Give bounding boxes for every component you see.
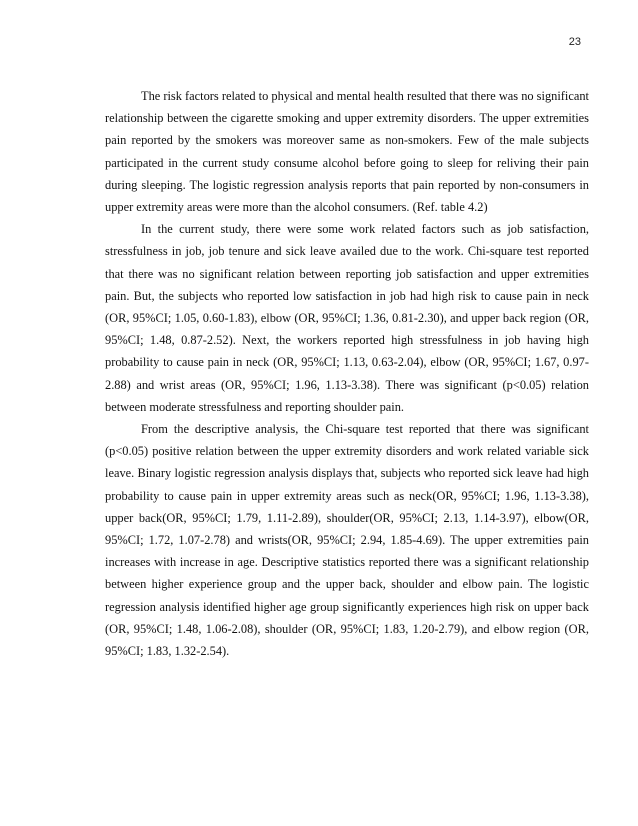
paragraph-smoking-alcohol: The risk factors related to physical and mental health resulted that there was no significant relationship between the cigarette smoking and upper extremity disorders. The upper extremities pain reported by the smokers was moreover same as non-smokers. Few of the male subjects participated in the current study consume alcohol before going to sleep for reliving their pain during sleeping. The logistic regression analysis reports that pain reported by non-consumers in upper extremity areas were more than the alcohol consumers. (Ref. table 4.2) xyxy=(105,89,589,215)
page-number: 23 xyxy=(568,36,581,48)
body-text xyxy=(105,85,589,662)
paragraph-work-factors: In the current study, there were some work related factors such as job satisfaction, stressfulness in job, job tenure and sick leave availed due to the work. Chi-square test reported that there was no significant relation between reporting job satisfaction and upper extremities pain. But, the subjects who reported low satisfaction in job had high risk to cause pain in neck (OR, 95%CI; 1.05, 0.60-1.83), elbow (OR, 95%CI; 1.36, 0.81-2.30), and upper back region (OR, 95%CI; 1.48, 0.87-2.52). Next, the workers reported high stressfulness in job having high probability to cause pain in neck (OR, 95%CI; 1.13, 0.63-2.04), elbow (OR, 95%CI; 1.67, 0.97-2.88) and wrist areas (OR, 95%CI; 1.96, 1.13-3.38). There was significant (p<0.05) relation between moderate stressfulness and reporting shoulder pain. xyxy=(105,222,589,414)
paragraph-sick-leave-age: From the descriptive analysis, the Chi-square test reported that there was significant (p<0.05) positive relation between the upper extremity disorders and work related variable sick leave. Binary logistic regression analysis displays that, subjects who reported sick leave had high probability to cause pain in upper extremity areas such as neck(OR, 95%CI; 1.96, 1.13-3.38), upper back(OR, 95%CI; 1.79, 1.11-2.89), shoulder(OR, 95%CI; 2.13, 1.14-3.97), elbow(OR, 95%CI; 1.72, 1.07-2.78) and wrists(OR, 95%CI; 2.94, 1.85-4.69). The upper extremities pain increases with increase in age. Descriptive statistics reported there was a significant relationship between higher experience group and the upper back, shoulder and elbow pain. The logistic regression analysis identified higher age group significantly experiences high risk on upper back (OR, 95%CI; 1.48, 1.06-2.08), shoulder (OR, 95%CI; 1.83, 1.20-2.79), and elbow region (OR, 95%CI; 1.83, 1.32-2.54). xyxy=(105,422,589,659)
